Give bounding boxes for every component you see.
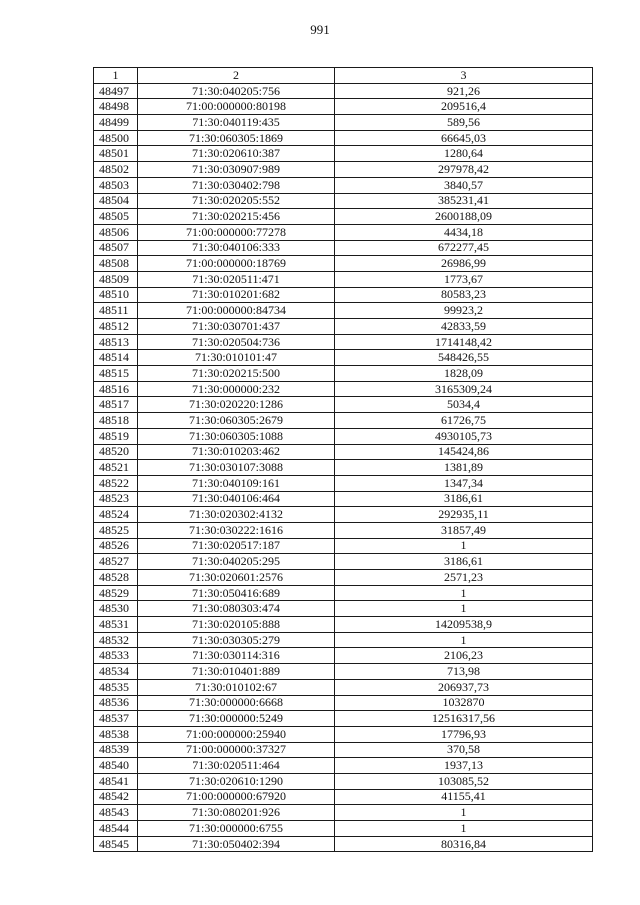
table-row: [94, 413, 593, 429]
cell-row-number: 48511: [94, 303, 138, 319]
cell-cadastral-number: 71:30:010201:682: [138, 287, 335, 303]
cell-cadastral-number: 71:30:010101:47: [138, 350, 335, 366]
cell-cadastral-number: 71:30:040205:756: [138, 83, 335, 99]
cell-row-number: 48539: [94, 742, 138, 758]
cell-cadastral-number: 71:00:000000:37327: [138, 742, 335, 758]
cell-row-number: 48522: [94, 475, 138, 491]
cell-cadastral-number: 71:30:030222:1616: [138, 522, 335, 538]
page-number: 991: [310, 22, 330, 37]
table-row: [94, 397, 593, 413]
cell-row-number: 48528: [94, 570, 138, 586]
table-row: [94, 350, 593, 366]
cell-value: 3840,57: [335, 177, 593, 193]
cell-cadastral-number: 71:30:020610:1290: [138, 773, 335, 789]
cell-cadastral-number: 71:00:000000:67920: [138, 789, 335, 805]
header-row: [94, 68, 593, 84]
table-row: [94, 366, 593, 382]
cell-value: 99923,2: [335, 303, 593, 319]
cell-value: 589,56: [335, 115, 593, 131]
cell-cadastral-number: 71:30:030305:279: [138, 632, 335, 648]
cell-value: 31857,49: [335, 522, 593, 538]
cell-value: 1381,89: [335, 460, 593, 476]
cell-row-number: 48537: [94, 711, 138, 727]
cell-row-number: 48529: [94, 585, 138, 601]
cell-row-number: 48515: [94, 366, 138, 382]
cell-value: 12516317,56: [335, 711, 593, 727]
cell-row-number: 48536: [94, 695, 138, 711]
cell-row-number: 48530: [94, 601, 138, 617]
cell-row-number: 48501: [94, 146, 138, 162]
cell-cadastral-number: 71:30:040109:161: [138, 475, 335, 491]
table-row: [94, 522, 593, 538]
cell-row-number: 48521: [94, 460, 138, 476]
table-row: [94, 789, 593, 805]
cell-cadastral-number: 71:30:060305:1088: [138, 428, 335, 444]
cell-value: 297978,42: [335, 162, 593, 178]
table-row: [94, 162, 593, 178]
cell-cadastral-number: 71:30:030114:316: [138, 648, 335, 664]
table-row: [94, 256, 593, 272]
cell-cadastral-number: 71:00:000000:80198: [138, 99, 335, 115]
cell-cadastral-number: 71:30:080303:474: [138, 601, 335, 617]
cell-row-number: 48543: [94, 805, 138, 821]
cell-row-number: 48519: [94, 428, 138, 444]
column-header-2: 2: [138, 68, 335, 84]
cell-cadastral-number: 71:00:000000:84734: [138, 303, 335, 319]
cell-value: 1828,09: [335, 366, 593, 382]
cell-value: 1773,67: [335, 271, 593, 287]
cell-value: 1: [335, 821, 593, 837]
cell-value: 80316,84: [335, 836, 593, 852]
cell-cadastral-number: 71:30:050416:689: [138, 585, 335, 601]
table-row: [94, 617, 593, 633]
table-row: [94, 491, 593, 507]
table-row: [94, 805, 593, 821]
cell-value: 1347,34: [335, 475, 593, 491]
cell-value: 292935,11: [335, 507, 593, 523]
cell-cadastral-number: 71:00:000000:25940: [138, 726, 335, 742]
cell-value: 2106,23: [335, 648, 593, 664]
cell-cadastral-number: 71:30:010401:889: [138, 664, 335, 680]
cell-row-number: 48544: [94, 821, 138, 837]
cell-row-number: 48504: [94, 193, 138, 209]
cell-cadastral-number: 71:30:010102:67: [138, 679, 335, 695]
cell-cadastral-number: 71:30:020220:1286: [138, 397, 335, 413]
cell-row-number: 48527: [94, 554, 138, 570]
cell-row-number: 48497: [94, 83, 138, 99]
cell-row-number: 48498: [94, 99, 138, 115]
cell-value: 1: [335, 585, 593, 601]
cell-row-number: 48532: [94, 632, 138, 648]
cell-row-number: 48506: [94, 224, 138, 240]
table-row: [94, 679, 593, 695]
cell-cadastral-number: 71:30:050402:394: [138, 836, 335, 852]
cell-cadastral-number: 71:30:000000:5249: [138, 711, 335, 727]
table-row: [94, 334, 593, 350]
table-row: [94, 475, 593, 491]
cell-cadastral-number: 71:30:040106:333: [138, 240, 335, 256]
table-row: [94, 538, 593, 554]
cell-value: 42833,59: [335, 319, 593, 335]
cell-row-number: 48513: [94, 334, 138, 350]
cell-cadastral-number: 71:30:020215:500: [138, 366, 335, 382]
table-row: [94, 836, 593, 852]
cell-value: 1: [335, 632, 593, 648]
cell-row-number: 48520: [94, 444, 138, 460]
cell-row-number: 48505: [94, 209, 138, 225]
table-row: [94, 209, 593, 225]
cell-value: 103085,52: [335, 773, 593, 789]
table-row: [94, 632, 593, 648]
table-row: [94, 711, 593, 727]
cell-row-number: 48512: [94, 319, 138, 335]
cell-value: 2600188,09: [335, 209, 593, 225]
cell-cadastral-number: 71:30:020601:2576: [138, 570, 335, 586]
table-row: [94, 146, 593, 162]
table-row: [94, 224, 593, 240]
cell-cadastral-number: 71:30:010203:462: [138, 444, 335, 460]
cell-value: 26986,99: [335, 256, 593, 272]
cell-row-number: 48510: [94, 287, 138, 303]
cell-row-number: 48545: [94, 836, 138, 852]
cell-value: 3165309,24: [335, 381, 593, 397]
cell-value: 61726,75: [335, 413, 593, 429]
table-body: [94, 83, 593, 852]
table-row: [94, 303, 593, 319]
table-row: [94, 585, 593, 601]
table-row: [94, 444, 593, 460]
table-row: [94, 177, 593, 193]
table-row: [94, 319, 593, 335]
table-row: [94, 130, 593, 146]
cell-value: 14209538,9: [335, 617, 593, 633]
cell-row-number: 48518: [94, 413, 138, 429]
table-row: [94, 83, 593, 99]
cell-cadastral-number: 71:30:020105:888: [138, 617, 335, 633]
cell-row-number: 48523: [94, 491, 138, 507]
cell-row-number: 48503: [94, 177, 138, 193]
cell-cadastral-number: 71:30:080201:926: [138, 805, 335, 821]
cell-value: 921,26: [335, 83, 593, 99]
cell-cadastral-number: 71:30:040119:435: [138, 115, 335, 131]
cell-cadastral-number: 71:30:030701:437: [138, 319, 335, 335]
cell-value: 17796,93: [335, 726, 593, 742]
cell-row-number: 48517: [94, 397, 138, 413]
cell-row-number: 48500: [94, 130, 138, 146]
table-row: [94, 428, 593, 444]
cell-value: 1280,64: [335, 146, 593, 162]
column-header-3: 3: [335, 68, 593, 84]
cell-cadastral-number: 71:30:020610:387: [138, 146, 335, 162]
cell-value: 672277,45: [335, 240, 593, 256]
cell-value: 209516,4: [335, 99, 593, 115]
cell-row-number: 48509: [94, 271, 138, 287]
cell-row-number: 48499: [94, 115, 138, 131]
cell-cadastral-number: 71:30:000000:232: [138, 381, 335, 397]
table-row: [94, 271, 593, 287]
table-row: [94, 554, 593, 570]
cell-row-number: 48508: [94, 256, 138, 272]
cell-value: 1937,13: [335, 758, 593, 774]
cell-value: 2571,23: [335, 570, 593, 586]
table-row: [94, 773, 593, 789]
cell-cadastral-number: 71:30:030907:989: [138, 162, 335, 178]
table-row: [94, 381, 593, 397]
cell-value: 3186,61: [335, 554, 593, 570]
table-row: [94, 240, 593, 256]
cell-value: 4930105,73: [335, 428, 593, 444]
table-row: [94, 758, 593, 774]
cell-cadastral-number: 71:30:020517:187: [138, 538, 335, 554]
cell-row-number: 48542: [94, 789, 138, 805]
cell-row-number: 48534: [94, 664, 138, 680]
table-row: [94, 507, 593, 523]
table-row: [94, 193, 593, 209]
table-row: [94, 664, 593, 680]
cell-value: 370,58: [335, 742, 593, 758]
table-row: [94, 99, 593, 115]
cell-row-number: 48526: [94, 538, 138, 554]
cell-cadastral-number: 71:30:020215:456: [138, 209, 335, 225]
table-row: [94, 726, 593, 742]
table-row: [94, 742, 593, 758]
cell-value: 1714148,42: [335, 334, 593, 350]
cell-cadastral-number: 71:00:000000:77278: [138, 224, 335, 240]
table-row: [94, 115, 593, 131]
cell-value: 713,98: [335, 664, 593, 680]
cell-value: 80583,23: [335, 287, 593, 303]
cell-row-number: 48507: [94, 240, 138, 256]
table-row: [94, 648, 593, 664]
cell-row-number: 48533: [94, 648, 138, 664]
cell-row-number: 48540: [94, 758, 138, 774]
cell-cadastral-number: 71:30:020205:552: [138, 193, 335, 209]
cell-cadastral-number: 71:30:030107:3088: [138, 460, 335, 476]
cell-cadastral-number: 71:30:060305:1869: [138, 130, 335, 146]
cell-value: 145424,86: [335, 444, 593, 460]
cell-value: 548426,55: [335, 350, 593, 366]
cell-row-number: 48524: [94, 507, 138, 523]
cell-value: 3186,61: [335, 491, 593, 507]
cell-row-number: 48514: [94, 350, 138, 366]
table-row: [94, 601, 593, 617]
cell-value: 1032870: [335, 695, 593, 711]
cell-row-number: 48502: [94, 162, 138, 178]
table-row: [94, 821, 593, 837]
table-row: [94, 570, 593, 586]
cell-cadastral-number: 71:30:040106:464: [138, 491, 335, 507]
cell-cadastral-number: 71:30:060305:2679: [138, 413, 335, 429]
table-row: [94, 287, 593, 303]
cell-row-number: 48535: [94, 679, 138, 695]
cell-value: 385231,41: [335, 193, 593, 209]
cell-value: 206937,73: [335, 679, 593, 695]
cell-cadastral-number: 71:30:030402:798: [138, 177, 335, 193]
cell-cadastral-number: 71:30:000000:6668: [138, 695, 335, 711]
cell-value: 1: [335, 805, 593, 821]
cell-cadastral-number: 71:30:020511:464: [138, 758, 335, 774]
cell-row-number: 48538: [94, 726, 138, 742]
cell-cadastral-number: 71:30:020511:471: [138, 271, 335, 287]
cell-cadastral-number: 71:30:040205:295: [138, 554, 335, 570]
cell-value: 5034,4: [335, 397, 593, 413]
cell-value: 4434,18: [335, 224, 593, 240]
column-header-1: 1: [94, 68, 138, 84]
cell-cadastral-number: 71:00:000000:18769: [138, 256, 335, 272]
cell-cadastral-number: 71:30:020504:736: [138, 334, 335, 350]
cell-value: 1: [335, 601, 593, 617]
table-row: [94, 460, 593, 476]
cell-row-number: 48516: [94, 381, 138, 397]
cell-cadastral-number: 71:30:000000:6755: [138, 821, 335, 837]
cell-value: 66645,03: [335, 130, 593, 146]
cell-value: 1: [335, 538, 593, 554]
cell-row-number: 48531: [94, 617, 138, 633]
cell-row-number: 48525: [94, 522, 138, 538]
cell-value: 41155,41: [335, 789, 593, 805]
cell-row-number: 48541: [94, 773, 138, 789]
data-table: [93, 67, 593, 852]
cell-cadastral-number: 71:30:020302:4132: [138, 507, 335, 523]
table-row: [94, 695, 593, 711]
